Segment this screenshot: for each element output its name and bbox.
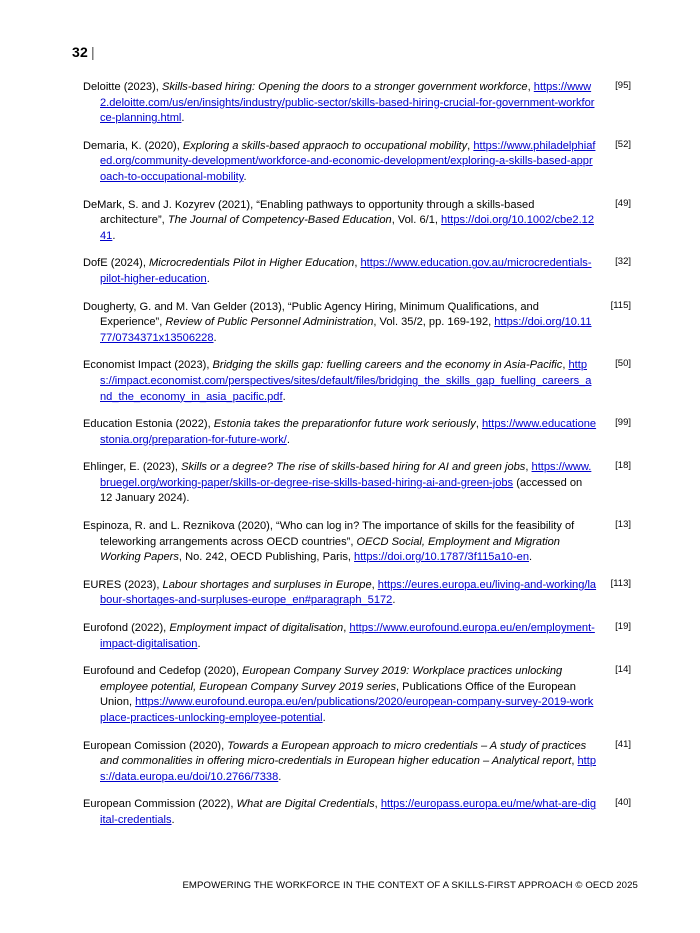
reference-link[interactable]: https://europass.europa.eu/me/what-are-digital-credentials [100,798,597,826]
reference-details: , Publications Office of the European Union, [100,680,576,709]
reference-authors: DofE (2024), [83,257,149,270]
reference-link[interactable]: https://www.bruegel.org/working-paper/skills-or-degree-rise-skills-based-hiring-ai-and-green-jobs [100,461,592,489]
reference-authors: Espinoza, R. and L. Reznikova (2020), “Who can log in? The importance of skills for the feasibility of teleworking arrangements across OECD countries”, [83,520,575,548]
reference-end: . [243,170,247,183]
reference-end: (accessed on 12 January 2024). [100,476,583,505]
reference-details: , [571,755,578,768]
reference-details: , [354,257,361,270]
reference-authors: European Commission (2022), [83,798,237,811]
reference-link[interactable]: https://impact.economist.com/perspectives/sites/default/files/bridging_the_skills_gap_fuelling_careers_and_the_economy_in_asia_pacific.pdf [100,359,592,403]
reference-link[interactable]: https://eures.europa.eu/living-and-working/labour-shortages-and-surpluses-europe_en#paragraph_5172 [100,578,597,607]
reference-end: . [286,433,290,446]
reference-end: . [206,272,210,285]
reference-end: . [171,813,175,826]
reference-link[interactable]: https://doi.org/10.1002/cbe2.1241 [100,214,594,242]
reference-link[interactable]: https://www.education.gov.au/microcredentials-pilot-higher-education [100,257,592,285]
reference-details: , [371,578,378,591]
reference-number: [18] [615,460,631,472]
reference-number: [19] [615,621,631,633]
reference-link[interactable]: https://www.eurofound.europa.eu/en/publications/2020/european-company-survey-2019-workplace-practices-unlocking-employee-potential [100,696,594,724]
reference-number: [50] [615,358,631,370]
page-number-value: 32 [72,44,88,60]
reference-details: , [525,461,532,474]
reference-title: Estonia takes the preparationfor future work seriously [213,418,476,431]
reference-link[interactable]: https://doi.org/10.1177/0734371x13506228 [100,316,592,344]
reference-entry [83,739,631,786]
reference-title: The Journal of Competency-Based Education [167,214,392,227]
reference-end: . [181,112,185,125]
reference-entry [83,198,631,245]
reference-number: [49] [615,197,631,209]
page-number-separator: | [90,44,95,60]
reference-authors: Eurofond (2022), [83,622,170,635]
reference-authors: Education Estonia (2022), [83,418,214,431]
reference-authors: Dougherty, G. and M. Van Gelder (2013), “Public Agency Hiring, Minimum Qualifications, and Experience”, [83,300,539,329]
reference-entry [83,300,631,347]
reference-details: , [562,359,569,372]
reference-title: Towards a European approach to micro credentials – A study of practices and commonalities in offering micro-credentials in European higher education – Analytical report [100,739,587,768]
reference-details: , [527,81,534,93]
reference-title: Employment impact of digitalisation [169,622,344,635]
reference-entry [83,664,631,726]
reference-end: . [112,229,116,242]
reference-entry [83,256,631,287]
reference-end: . [213,331,217,344]
reference-authors: Ehlinger, E. (2023), [83,461,182,474]
reference-authors: Deloitte (2023), [83,81,162,93]
reference-entry [83,621,631,652]
reference-authors: DeMark, S. and J. Kozyrev (2021), “Enabling pathways to opportunity through a skills-based architecture”, [83,198,535,227]
reference-title: Exploring a skills-based appraoch to occupational mobility [182,139,468,152]
reference-authors: Demaria, K. (2020), [83,139,183,152]
reference-number: [40] [615,797,631,809]
reference-number: [14] [615,664,631,676]
reference-title: Skills or a degree? The rise of skills-based hiring for AI and green jobs [181,461,526,474]
reference-details: , [343,622,350,635]
reference-number: [99] [615,417,631,429]
reference-authors: Economist Impact (2023), [83,359,213,372]
reference-link[interactable]: https://www2.deloitte.com/us/en/insights/industry/public-sector/skills-based-hiring-crucial-for-government-workforce-planning.html [100,81,595,125]
reference-entry [83,578,631,609]
reference-number: [95] [615,80,631,91]
reference-title: Microcredentials Pilot in Higher Education [148,257,355,270]
reference-link[interactable]: https://doi.org/10.1787/3f115a10-en [354,551,530,564]
reference-entry [83,519,631,566]
reference-details: , Vol. 6/1, [391,214,442,227]
reference-entry [83,358,631,405]
reference-authors: Eurofound and Cedefop (2020), [83,665,243,678]
reference-title: What are Digital Credentials [236,798,375,811]
reference-number: [113] [610,577,631,589]
reference-entry [83,139,631,186]
reference-number: [32] [615,256,631,268]
reference-details: , [374,798,381,811]
page-footer: EMPOWERING THE WORKFORCE IN THE CONTEXT OF A SKILLS-FIRST APPROACH © OECD 2025 [182,880,638,891]
reference-title: European Company Survey 2019: Workplace practices unlocking employee potential, European Company Survey 2019 series [100,665,563,693]
reference-title: Skills-based hiring: Opening the doors to a stronger government workforce [161,81,528,93]
reference-end: . [282,390,286,403]
reference-link[interactable]: https://www.educationestonia.org/preparation-for-future-work/ [100,418,597,446]
reference-entry [83,80,631,127]
reference-link[interactable]: https://www.philadelphiafed.org/community-development/workforce-and-economic-development/exploring-a-skills-based-approach-to-occupational-mobility [100,139,596,183]
reference-number: [41] [615,738,631,750]
reference-title: Review of Public Personnel Administration [165,316,374,329]
reference-end: . [392,594,396,607]
reference-list [83,80,631,841]
reference-entry [83,417,631,448]
page-number [72,44,95,60]
reference-entry [83,460,631,507]
reference-authors: EURES (2023), [83,578,163,591]
reference-end: . [197,637,201,650]
reference-number: [115] [610,299,631,311]
reference-end: . [278,770,282,783]
reference-authors: European Comission (2020), [83,739,228,752]
reference-details: , [475,418,482,431]
reference-link[interactable]: https://data.europa.eu/doi/10.2766/7338 [100,755,597,783]
reference-details: , [467,139,474,152]
reference-end: . [529,551,533,564]
reference-entry [83,797,631,828]
reference-link[interactable]: https://www.eurofound.europa.eu/en/employment-impact-digitalisation [100,622,595,650]
reference-number: [13] [615,519,631,531]
reference-number: [52] [615,138,631,150]
reference-details: , Vol. 35/2, pp. 169-192, [373,316,495,329]
reference-end: . [322,712,326,724]
reference-title: Bridging the skills gap: fuelling careers and the economy in Asia-Pacific [212,359,563,372]
reference-title: Labour shortages and surpluses in Europe [162,578,372,591]
reference-title: OECD Social, Employment and Migration Working Papers [100,535,560,564]
reference-details: , No. 242, OECD Publishing, Paris, [178,551,355,564]
